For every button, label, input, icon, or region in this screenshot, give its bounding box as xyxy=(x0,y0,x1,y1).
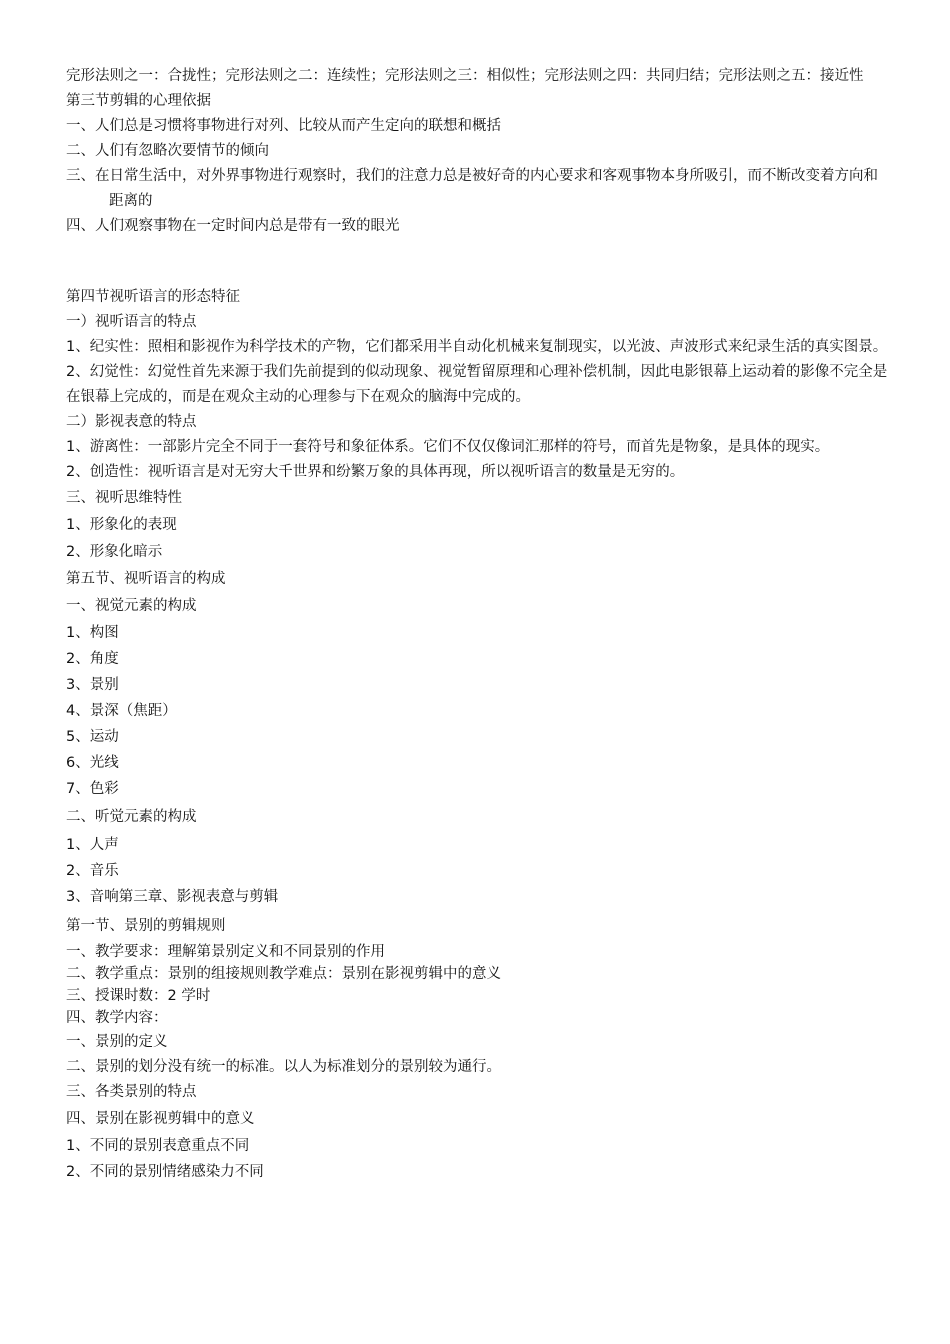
psych-basis-item-3: 三、在日常生活中，对外界事物进行观察时，我们的注意力总是被好奇的内心要求和客观事物本身所吸引，而不断改变着方向和距离的 xyxy=(66,168,878,209)
teaching-requirement: 一、教学要求：理解第景别定义和不同景别的作用 xyxy=(66,944,385,960)
audio-item-sound-chapter-3: 3、音响第三章、影视表意与剪辑 xyxy=(66,889,279,905)
document-page xyxy=(66,64,892,1185)
thinking-item-1: 1、形象化的表现 xyxy=(66,517,177,533)
visual-item-color: 7、色彩 xyxy=(66,781,119,797)
psych-basis-item-2: 二、人们有忽略次要情节的倾向 xyxy=(66,143,269,159)
significance-item-1: 1、不同的景别表意重点不同 xyxy=(66,1138,250,1154)
section-5-heading: 第五节、视听语言的构成 xyxy=(66,571,226,587)
shot-size-definition: 一、景别的定义 xyxy=(66,1034,168,1050)
av-thinking-heading: 三、视听思维特性 xyxy=(66,490,182,506)
thinking-item-2: 2、形象化暗示 xyxy=(66,544,163,560)
visual-item-movement: 5、运动 xyxy=(66,729,119,745)
feature-illusion: 2、幻觉性：幻觉性首先来源于我们先前提到的似动现象、视觉暂留原理和心理补偿机制，因此电影银幕上运动着的影像不完全是在银幕上完成的，而是在观众主动的心理参与下在观众的脑海中完成的。 xyxy=(66,364,888,405)
visual-item-light: 6、光线 xyxy=(66,755,119,771)
av-language-features-heading: 一）视听语言的特点 xyxy=(66,314,197,330)
visual-item-shot-size: 3、景别 xyxy=(66,677,119,693)
audio-item-voice: 1、人声 xyxy=(66,837,119,853)
visual-item-angle: 2、角度 xyxy=(66,651,119,667)
teaching-focus: 二、教学重点：景别的组接规则教学难点：景别在影视剪辑中的意义 xyxy=(66,966,501,982)
psych-basis-item-4: 四、人们观察事物在一定时间内总是带有一致的眼光 xyxy=(66,218,400,234)
teaching-content-heading: 四、教学内容： xyxy=(66,1010,168,1026)
feature-creativity: 2、创造性：视听语言是对无穷大千世界和纷繁万象的具体再现，所以视听语言的数量是无穷的。 xyxy=(66,464,685,480)
significance-item-2: 2、不同的景别情绪感染力不同 xyxy=(66,1164,264,1180)
chapter-3-section-1-heading: 第一节、景别的剪辑规则 xyxy=(66,918,226,934)
expression-features-heading: 二）影视表意的特点 xyxy=(66,414,197,430)
visual-item-depth: 4、景深（焦距） xyxy=(66,703,177,719)
audio-elements-heading: 二、听觉元素的构成 xyxy=(66,809,197,825)
teaching-hours: 三、授课时数：2 学时 xyxy=(66,988,211,1004)
feature-documentary: 1、纪实性：照相和影视作为科学技术的产物，它们都采用半自动化机械来复制现实，以光波、声波形式来纪录生活的真实图景。 xyxy=(66,339,888,355)
section-3-heading: 第三节剪辑的心理依据 xyxy=(66,93,211,109)
psych-basis-item-1: 一、人们总是习惯将事物进行对列、比较从而产生定向的联想和概括 xyxy=(66,118,501,134)
gestalt-laws-paragraph: 完形法则之一：合拢性；完形法则之二：连续性；完形法则之三：相似性；完形法则之四：共同归结；完形法则之五：接近性 xyxy=(66,68,864,84)
audio-item-music: 2、音乐 xyxy=(66,863,119,879)
shot-size-characteristics: 三、各类景别的特点 xyxy=(66,1084,197,1100)
feature-dissociation: 1、游离性：一部影片完全不同于一套符号和象征体系。它们不仅仅像词汇那样的符号，而首先是物象，是具体的现实。 xyxy=(66,439,830,455)
shot-size-significance: 四、景别在影视剪辑中的意义 xyxy=(66,1111,255,1127)
visual-item-composition: 1、构图 xyxy=(66,625,119,641)
visual-elements-heading: 一、视觉元素的构成 xyxy=(66,598,197,614)
section-4-heading: 第四节视听语言的形态特征 xyxy=(66,289,240,305)
shot-size-classification: 二、景别的划分没有统一的标准。以人为标准划分的景别较为通行。 xyxy=(66,1059,501,1075)
